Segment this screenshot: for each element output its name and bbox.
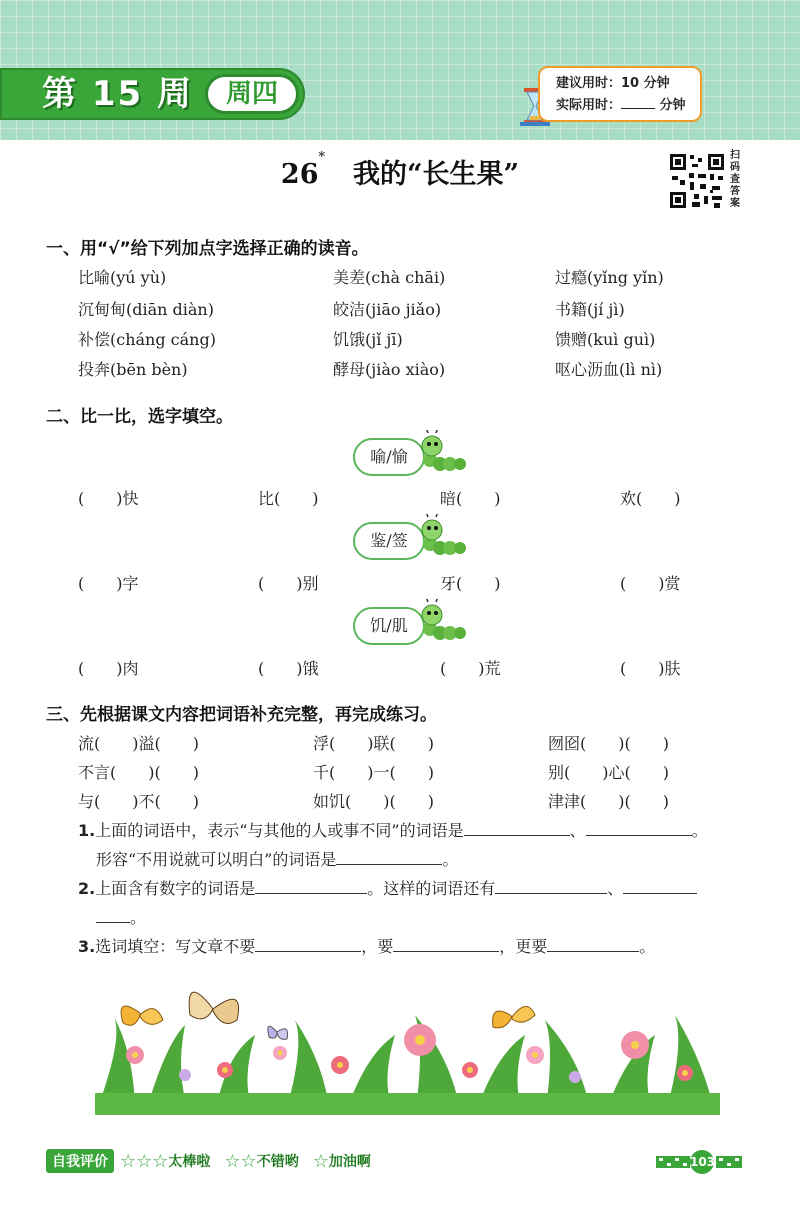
pinyin-item[interactable]: 馈赠(kuì guì) bbox=[555, 330, 656, 349]
answer-blank[interactable] bbox=[255, 938, 361, 952]
question-1b: 形容“不用说就可以明白”的词语是 。 bbox=[96, 850, 459, 869]
page-decoration-icon bbox=[716, 1154, 742, 1170]
idiom-blank[interactable]: 津津( )( ) bbox=[548, 792, 669, 811]
qr-code-icon[interactable] bbox=[668, 152, 726, 210]
char-pair-pill: 喻/愉 bbox=[353, 438, 425, 476]
rating-good: 不错哟 bbox=[256, 1154, 299, 1170]
time-box bbox=[538, 66, 702, 122]
fill-blank[interactable]: 欢( ) bbox=[620, 489, 681, 508]
actual-time[interactable]: 实际用时： 分钟 bbox=[556, 98, 686, 113]
fill-blank[interactable]: ( )肤 bbox=[620, 659, 681, 678]
idiom-blank[interactable]: 与( )不( ) bbox=[78, 792, 199, 811]
idiom-blank[interactable]: 不言( )( ) bbox=[78, 763, 199, 782]
fill-blank[interactable]: ( )饿 bbox=[258, 659, 319, 678]
question-2-cont: 。 bbox=[96, 905, 146, 928]
pinyin-item[interactable]: 皎洁(jiāo jiǎo) bbox=[333, 300, 442, 319]
rating-keep-going: 加油啊 bbox=[328, 1154, 371, 1170]
answer-blank[interactable] bbox=[464, 822, 570, 836]
answer-blank[interactable] bbox=[586, 822, 692, 836]
fill-blank[interactable]: 比( ) bbox=[258, 489, 319, 508]
pinyin-item[interactable]: 呕心沥血(lì nì) bbox=[555, 360, 663, 379]
day-label: 周四 bbox=[205, 74, 299, 114]
char-pair-pill: 饥/肌 bbox=[353, 607, 425, 645]
pinyin-item[interactable]: 比喻(yú yù) bbox=[78, 268, 167, 287]
butterfly-icon bbox=[121, 1006, 163, 1025]
caterpillar-icon bbox=[420, 430, 468, 474]
butterfly-icon bbox=[493, 1006, 535, 1027]
answer-blank[interactable] bbox=[336, 851, 442, 865]
section2-heading: 二、比一比，选字填空。 bbox=[46, 407, 233, 427]
pinyin-item[interactable]: 书籍(jí jì) bbox=[555, 300, 625, 319]
answer-blank[interactable] bbox=[547, 938, 639, 952]
idiom-blank[interactable]: 囫囵( )( ) bbox=[548, 734, 669, 753]
answer-blank[interactable] bbox=[96, 909, 130, 923]
idiom-blank[interactable]: 别( )心( ) bbox=[548, 763, 669, 782]
star-icon[interactable]: ☆☆ bbox=[224, 1150, 257, 1172]
answer-blank[interactable] bbox=[393, 938, 499, 952]
pinyin-item[interactable]: 沉甸甸(diān diàn) bbox=[78, 300, 214, 319]
idiom-blank[interactable]: 流( )溢( ) bbox=[78, 734, 199, 753]
fill-blank[interactable]: ( )别 bbox=[258, 574, 319, 593]
fill-blank[interactable]: ( )快 bbox=[78, 489, 139, 508]
idiom-blank[interactable]: 千( )一( ) bbox=[313, 763, 434, 782]
pinyin-item[interactable]: 美差(chà chāi) bbox=[333, 268, 446, 287]
section1-heading: 一、用“√”给下列加点字选择正确的读音。 bbox=[46, 239, 369, 259]
question-1: 1.上面的词语中，表示“与其他的人或事不同”的词语是 、 。 bbox=[78, 821, 708, 840]
flower-icon bbox=[126, 1024, 693, 1083]
fill-blank[interactable]: ( )荒 bbox=[440, 659, 501, 678]
question-2: 2.上面含有数字的词语是 。这样的词语还有 、 bbox=[78, 876, 697, 899]
lesson-name: 我的“长生果” bbox=[353, 159, 520, 190]
flower-garden-illustration bbox=[95, 975, 720, 1115]
star-icon[interactable]: ☆☆☆ bbox=[120, 1150, 169, 1172]
char-pair-pill: 鉴/签 bbox=[353, 522, 425, 560]
pinyin-item[interactable]: 过瘾(yǐng yǐn) bbox=[555, 268, 664, 287]
idiom-blank[interactable]: 如饥( )( ) bbox=[313, 792, 434, 811]
answer-blank[interactable] bbox=[255, 880, 367, 894]
week-label: 第 15 周 bbox=[42, 74, 193, 114]
answer-blank[interactable] bbox=[495, 880, 607, 894]
page-number: 103 bbox=[690, 1150, 714, 1174]
star-icon[interactable]: ☆ bbox=[312, 1150, 329, 1172]
fill-blank[interactable]: ( )肉 bbox=[78, 659, 139, 678]
question-3: 3.选词填空：写文章不要 ，要 ，更要 。 bbox=[78, 937, 656, 956]
fill-blank[interactable]: ( )字 bbox=[78, 574, 139, 593]
pinyin-item[interactable]: 补偿(cháng cáng) bbox=[78, 330, 216, 349]
pinyin-item[interactable]: 酵母(jiào xiào) bbox=[333, 360, 446, 379]
caterpillar-icon bbox=[420, 514, 468, 558]
fill-blank[interactable]: 暗( ) bbox=[440, 489, 501, 508]
qr-label: 扫码查答案 bbox=[730, 150, 740, 209]
eval-label: 自我评价 bbox=[46, 1149, 114, 1173]
fill-blank[interactable]: ( )赏 bbox=[620, 574, 681, 593]
lesson-number: 26* bbox=[280, 150, 325, 190]
pinyin-item[interactable]: 饥饿(jǐ jī) bbox=[333, 330, 403, 349]
pinyin-item[interactable]: 投奔(bēn bèn) bbox=[78, 360, 188, 379]
idiom-blank[interactable]: 浮( )联( ) bbox=[313, 734, 434, 753]
caterpillar-icon bbox=[420, 599, 468, 643]
butterfly-icon bbox=[189, 992, 238, 1023]
self-evaluation bbox=[46, 1148, 371, 1174]
rating-excellent: 太棒啦 bbox=[168, 1154, 211, 1170]
section3-heading: 三、先根据课文内容把词语补充完整，再完成练习。 bbox=[46, 705, 437, 725]
suggested-time: 建议用时：10 分钟 bbox=[556, 76, 670, 91]
answer-blank[interactable] bbox=[623, 880, 697, 894]
page-decoration-icon bbox=[656, 1154, 690, 1170]
fill-blank[interactable]: 牙( ) bbox=[440, 574, 501, 593]
butterfly-icon bbox=[268, 1026, 288, 1039]
